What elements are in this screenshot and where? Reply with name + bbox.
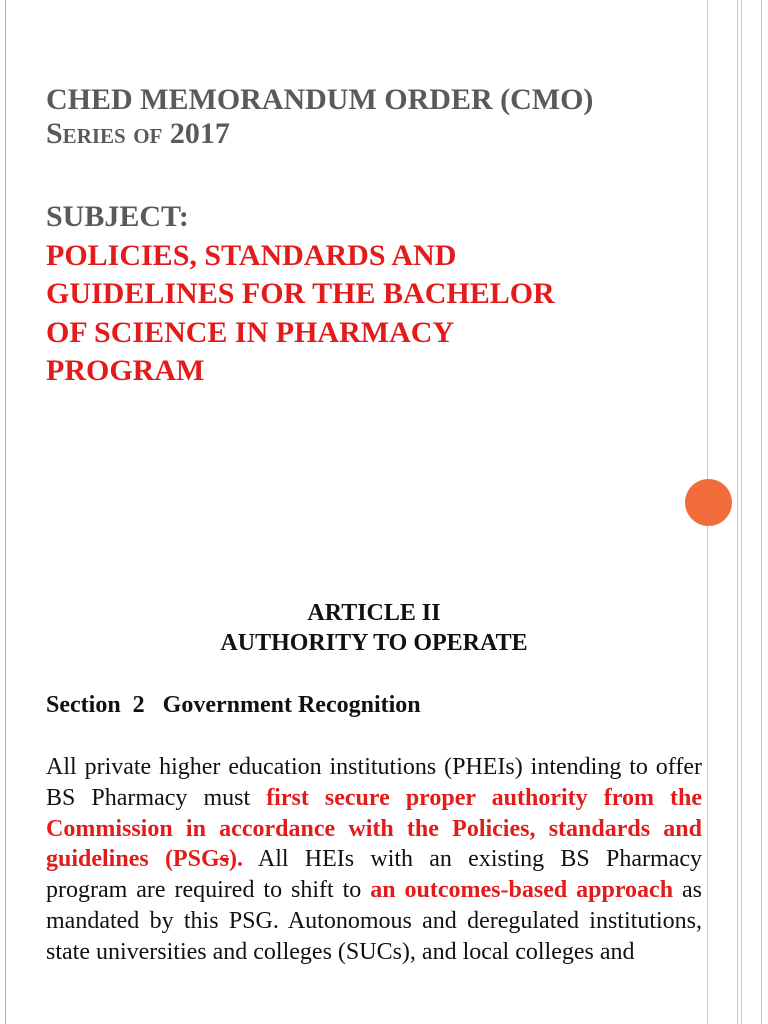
body-text: as mandated by this PSG. Autonomous and deregulated institutions, state universities and colleges (SUCs), and local colleges and [46, 877, 703, 965]
body-highlight: first secure proper authority from the Commission in accordance with the Policies, standards and guidelines (PSG [46, 784, 702, 873]
memo-series: Series of 2017 [46, 117, 230, 150]
subject-block [46, 198, 706, 391]
body-text: All private higher education institutions (PHEIs) intending to offer BS Pharmacy must [46, 754, 702, 811]
body-strikethrough: s [219, 846, 229, 873]
right-frame-band-inner [741, 0, 762, 1024]
orange-dot-ornament [685, 479, 732, 526]
article-heading [46, 598, 702, 658]
section-heading: Section 2 Government Recognition [46, 692, 421, 718]
memo-header [46, 83, 706, 151]
subject-line: GUIDELINES FOR THE BACHELOR [46, 277, 555, 310]
body-text: All HEIs with an existing BS Pharmacy program are required to shift to [46, 846, 702, 904]
subject-line: PROGRAM [46, 354, 205, 387]
memo-title: CHED MEMORANDUM ORDER (CMO) [46, 83, 594, 116]
body-highlight: an outcomes-based approach [370, 877, 674, 904]
left-frame-line [5, 0, 6, 1024]
article-title: AUTHORITY TO OPERATE [220, 630, 528, 656]
subject-label: SUBJECT: [46, 200, 189, 233]
body-paragraph [46, 752, 702, 968]
article-number: ARTICLE II [307, 600, 441, 626]
subject-line: POLICIES, STANDARDS AND [46, 238, 457, 272]
subject-line: OF SCIENCE IN PHARMACY [46, 315, 455, 349]
body-highlight-end: ). [228, 846, 243, 873]
